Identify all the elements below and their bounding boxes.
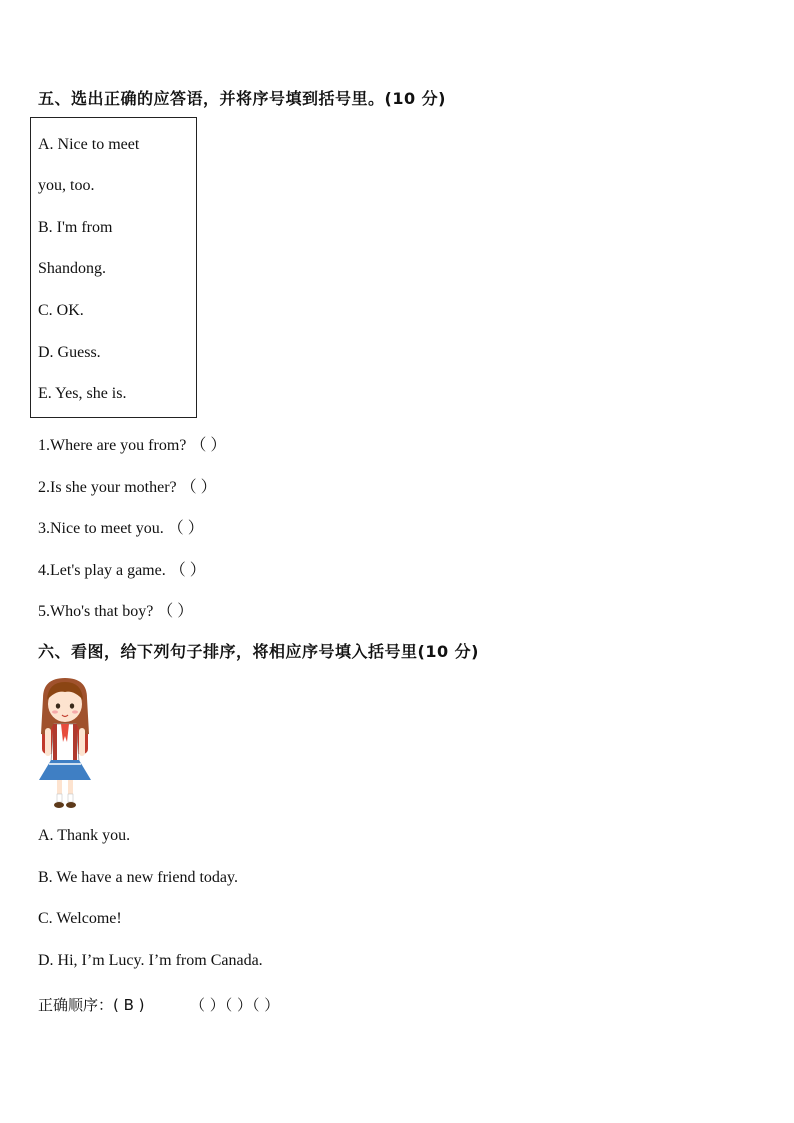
question-4: 4.Let's play a game. （ ） [38, 562, 206, 579]
options-box [30, 117, 197, 418]
sentence-a: A. Thank you. [38, 827, 131, 844]
option-e: E. Yes, she is. [38, 385, 127, 402]
sentence-d: D. Hi, I’m Lucy. I’m from Canada. [38, 952, 263, 969]
section-5-heading: 五、选出正确的应答语，并将序号填到括号里。(10 分) [38, 89, 446, 108]
option-d: D. Guess. [38, 344, 101, 361]
question-3: 3.Nice to meet you. （ ） [38, 520, 204, 537]
option-a-line-2: you, too. [38, 177, 95, 194]
girl-illustration [34, 676, 96, 812]
question-1: 1.Where are you from? （ ） [38, 437, 227, 454]
section-6-heading: 六、看图，给下列句子排序，将相应序号填入括号里(10 分) [38, 642, 479, 661]
sentence-c: C. Welcome! [38, 910, 122, 927]
sentence-b: B. We have a new friend today. [38, 869, 238, 886]
option-c: C. OK. [38, 302, 84, 319]
option-a-line-1: A. Nice to meet [38, 136, 140, 153]
option-b-line-1: B. I'm from [38, 219, 113, 236]
question-2: 2.Is she your mother? （ ） [38, 479, 217, 496]
order-blanks: （ ）（ ）（ ） [190, 996, 280, 1014]
option-b-line-2: Shandong. [38, 260, 106, 277]
question-5: 5.Who's that boy? （ ） [38, 603, 194, 620]
order-label: 正确顺序：( B ) [38, 996, 145, 1014]
